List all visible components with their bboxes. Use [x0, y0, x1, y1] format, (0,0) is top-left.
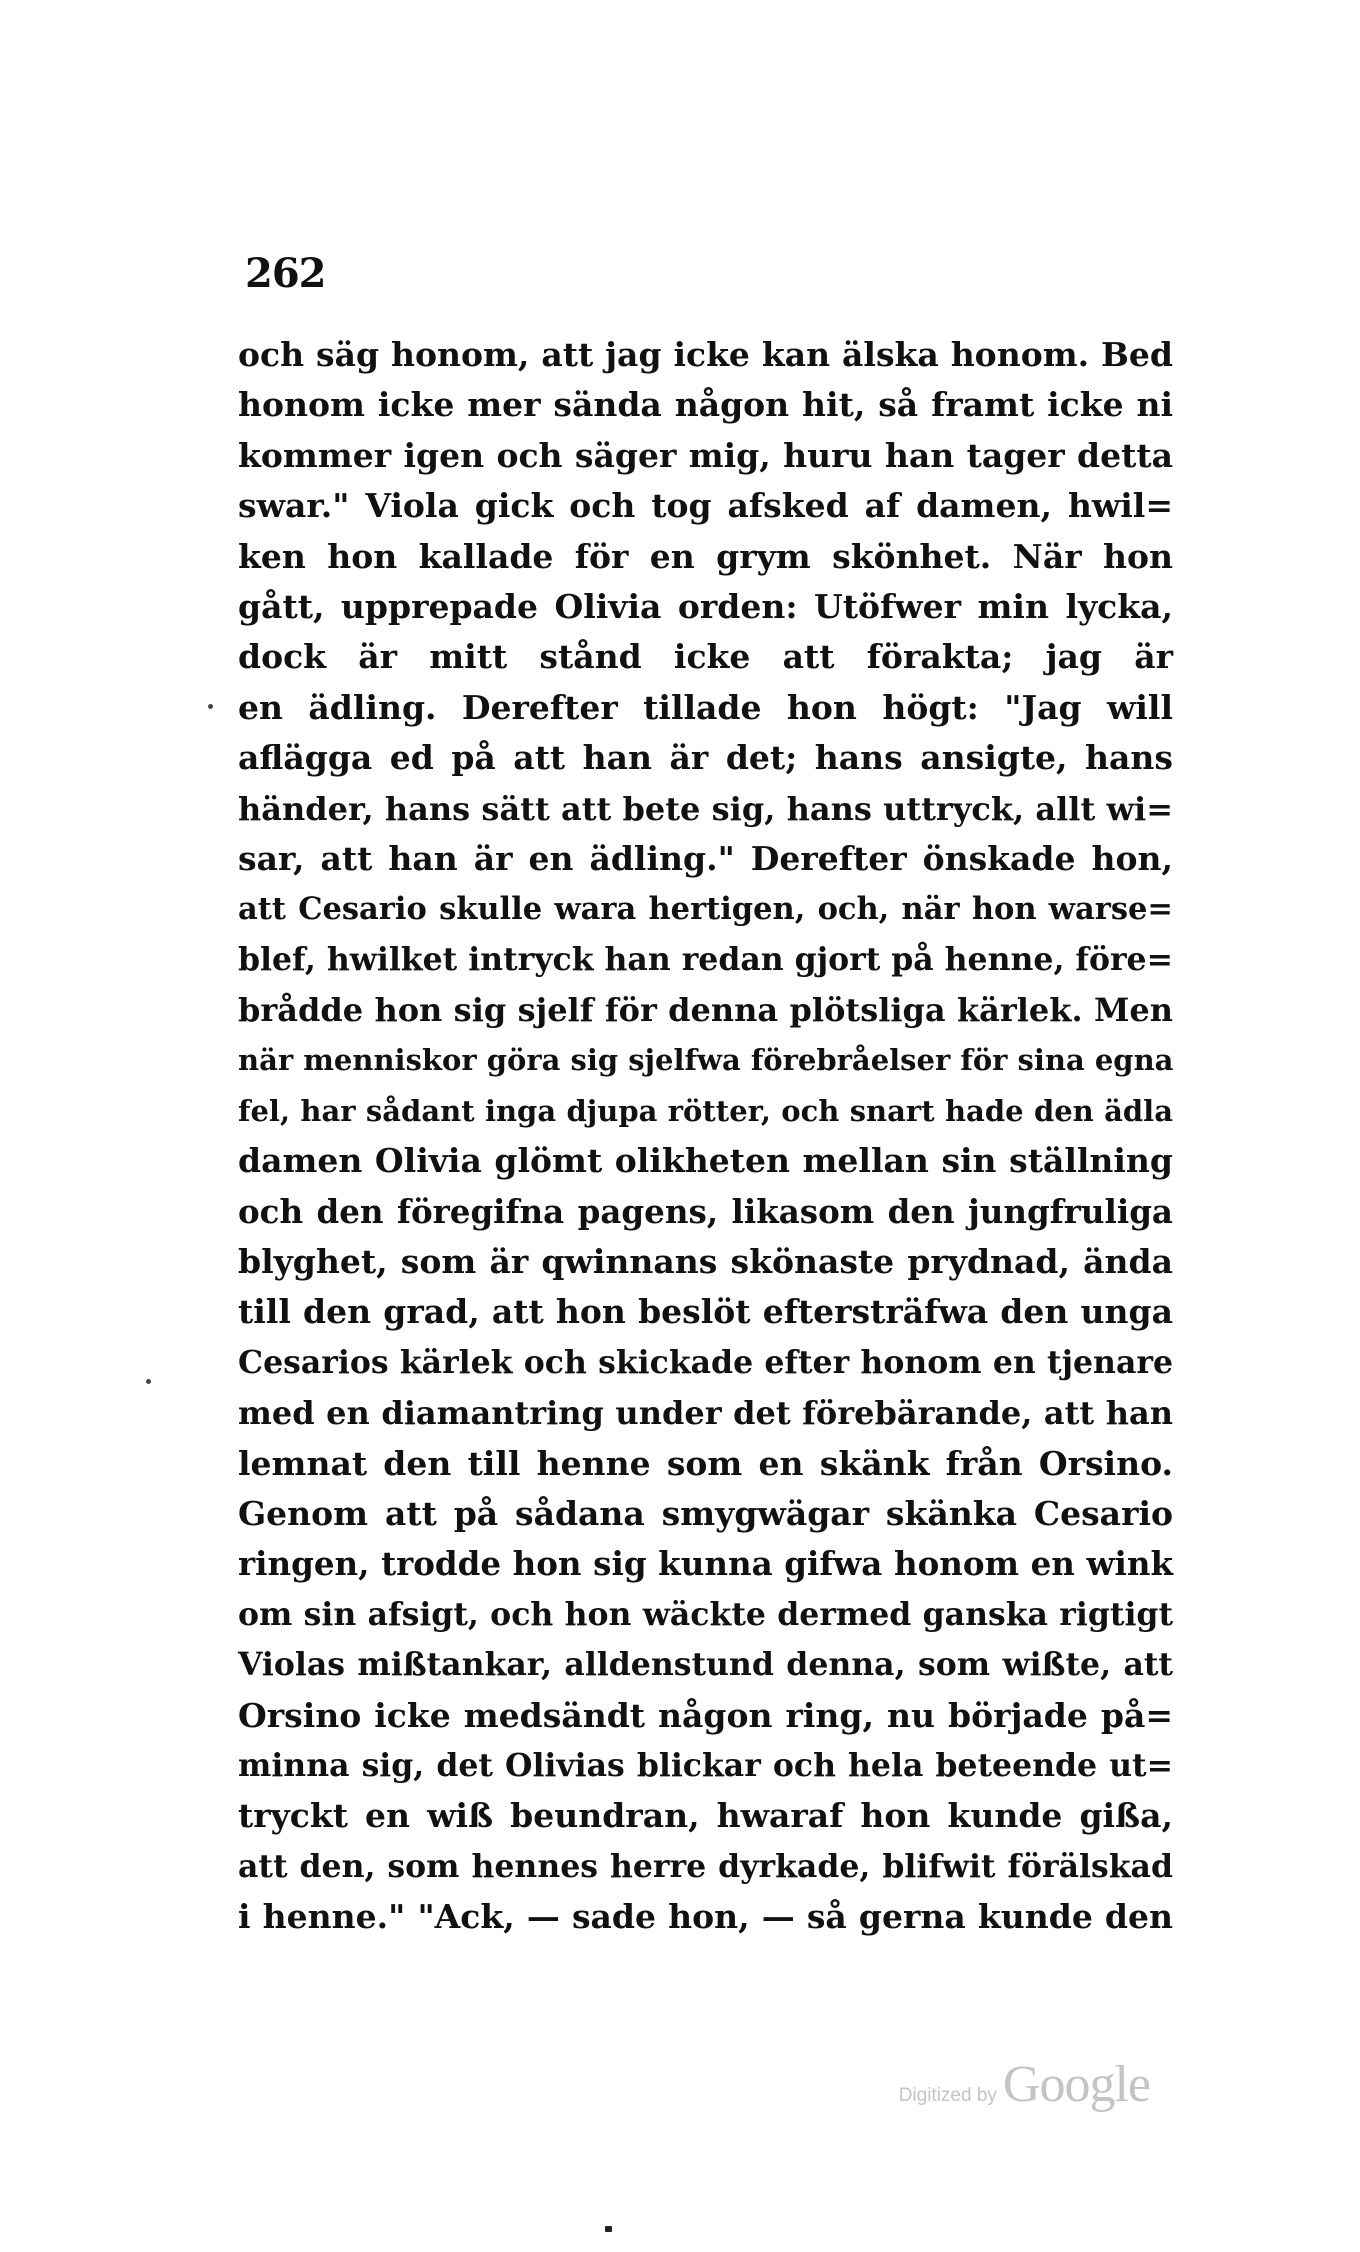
text-line: Violas mißtankar, alldenstund denna, som wißte, att	[238, 1646, 1173, 1684]
text-line: och den föregifna pagens, likasom den jungfruliga	[238, 1191, 1173, 1231]
text-line: om sin afsigt, och hon wäckte dermed ganska rigtigt	[238, 1595, 1173, 1633]
text-line: Cesarios kärlek och skickade efter honom en tjenare	[238, 1343, 1173, 1381]
text-line: händer, hans sätt att bete sig, hans uttryck, allt wi=	[238, 789, 1173, 828]
text-line: kommer igen och säger mig, huru han tager detta	[238, 435, 1173, 475]
text-line: swar." Viola gick och tog afsked af damen, hwil=	[238, 486, 1173, 526]
text-line: tryckt en wiß beundran, hwaraf hon kunde gißa,	[238, 1796, 1173, 1836]
text-line: med en diamantring under det förebärande, att han	[238, 1394, 1173, 1433]
page-number: 262	[245, 250, 326, 297]
text-line: gått, upprepade Olivia orden: Utöfwer min lycka,	[238, 586, 1173, 626]
text-line: att den, som hennes herre dyrkade, blifwit förälskad	[238, 1847, 1173, 1885]
text-line: sar, att han är en ädling." Derefter önskade hon,	[238, 838, 1173, 878]
text-line: när menniskor göra sig sjelfwa förebråelser för sina egna	[238, 1043, 1174, 1078]
ink-speck	[146, 1379, 151, 1384]
text-line: honom icke mer sända någon hit, så framt icke ni	[238, 385, 1173, 425]
text-line: Orsino icke medsändt någon ring, nu började på=	[238, 1695, 1173, 1735]
text-line: damen Olivia glömt olikheten mellan sin ställning	[238, 1141, 1173, 1181]
text-line: fel, har sådant inga djupa rötter, och snart hade den ädla	[238, 1093, 1173, 1128]
text-line: lemnat den till henne som en skänk från Orsino.	[238, 1443, 1173, 1483]
watermark-label: Digitized by	[898, 2085, 997, 2106]
text-line: till den grad, att hon beslöt eftersträfwa den unga	[238, 1292, 1173, 1332]
ink-speck	[605, 2226, 612, 2232]
body-text	[238, 330, 1173, 1943]
text-line: dock är mitt stånd icke att förakta; jag är	[238, 637, 1173, 677]
text-line: och säg honom, att jag icke kan älska honom. Bed	[238, 335, 1173, 374]
ink-speck	[208, 704, 213, 709]
watermark-brand: Google	[1002, 2056, 1150, 2113]
text-line: brådde hon sig sjelf för denna plötsliga kärlek. Men	[238, 991, 1173, 1030]
text-line: i henne." "Ack, — sade hon, — så gerna kunde den	[238, 1897, 1173, 1937]
text-line: blef, hwilket intryck han redan gjort på henne, före=	[238, 940, 1173, 978]
text-line: en ädling. Derefter tillade hon högt: "Jag will	[238, 687, 1173, 727]
text-line: att Cesario skulle wara hertigen, och, när hon warse=	[238, 891, 1173, 928]
text-line: minna sig, det Olivias blickar och hela beteende ut=	[238, 1746, 1173, 1784]
text-line: ringen, trodde hon sig kunna gifwa honom en wink	[238, 1544, 1173, 1584]
text-line: aflägga ed på att han är det; hans ansigte, hans	[238, 738, 1173, 778]
text-line: ken hon kallade för en grym skönhet. När hon	[238, 536, 1173, 576]
text-line: Genom att på sådana smygwägar skänka Cesario	[238, 1493, 1173, 1533]
text-line: blyghet, som är qwinnans skönaste prydnad, ända	[238, 1242, 1173, 1282]
digitization-watermark	[899, 2055, 1150, 2114]
